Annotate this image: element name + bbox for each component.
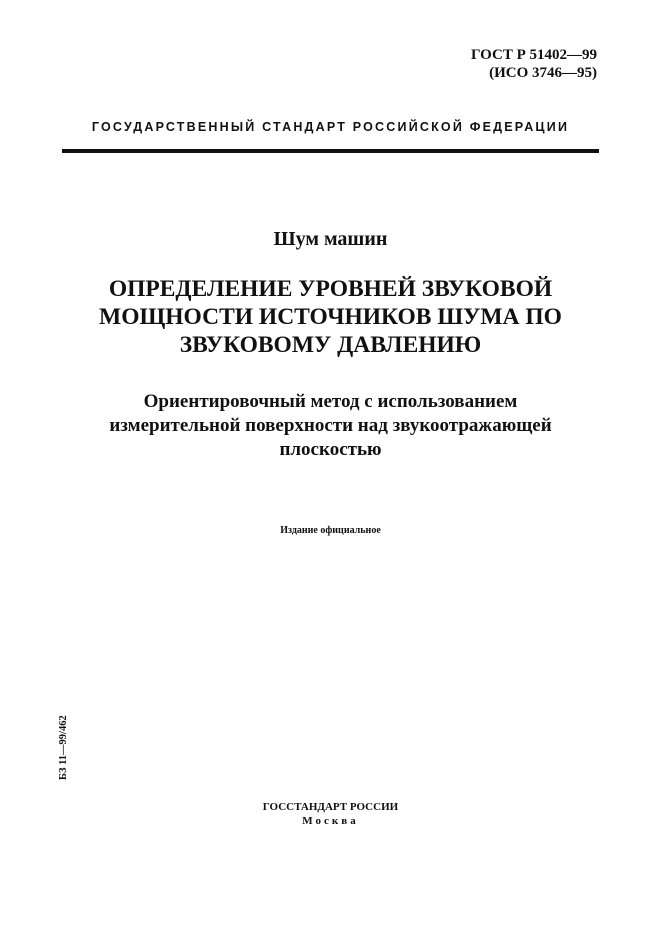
main-title (40, 275, 621, 359)
publisher-city: Москва (302, 815, 359, 827)
subject-title: Шум машин (273, 228, 388, 250)
main-title-line: ОПРЕДЕЛЕНИЕ УРОВНЕЙ ЗВУКОВОЙ (108, 276, 553, 302)
method-subtitle-line: Ориентировочный метод с использованием (143, 391, 518, 412)
document-code (471, 46, 597, 82)
standard-number: ГОСТ Р 51402—99 (470, 47, 597, 63)
iso-number: (ИСО 3746—95) (489, 65, 597, 81)
header-divider (62, 149, 599, 153)
publisher-block (0, 800, 661, 828)
main-title-line: МОЩНОСТИ ИСТОЧНИКОВ ШУМА ПО (99, 304, 562, 330)
main-title-line: ЗВУКОВОМУ ДАВЛЕНИЮ (179, 332, 482, 358)
edition-note: Издание официальное (280, 525, 381, 536)
method-subtitle-line: плоскостью (279, 439, 382, 460)
method-subtitle (40, 390, 621, 462)
side-code: БЗ 11—99/462 (58, 715, 69, 780)
method-subtitle-line: измерительной поверхности над звукоотражающей (109, 415, 552, 436)
state-standard-heading: ГОСУДАРСТВЕННЫЙ СТАНДАРТ РОССИЙСКОЙ ФЕДЕРАЦИИ (91, 120, 570, 134)
publisher-name: ГОССТАНДАРТ РОССИИ (262, 801, 399, 813)
